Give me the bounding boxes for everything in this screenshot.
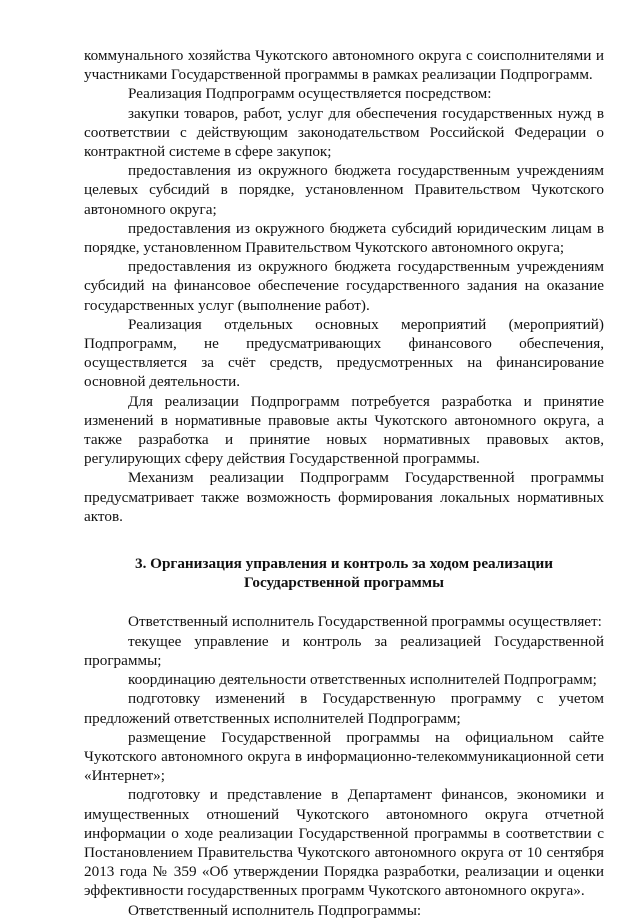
paragraph: Ответственный исполнитель Подпрограммы: (128, 901, 422, 919)
section-gap (84, 592, 604, 612)
paragraph: Реализация Подпрограмм осуществляется посредством: (128, 85, 492, 103)
paragraph: текущее управление и контроль за реализацией Государственной программы; (84, 632, 604, 669)
paragraph: коммунального хозяйства Чукотского автономного округа с соисполнителями и участниками Государственной программы в рамках реализации Подпрограмм. (84, 47, 604, 84)
paragraph: размещение Государственной программы на официальном сайте Чукотского автономного округа в информационно-телекоммуникационной сети «Интернет»; (84, 728, 604, 785)
paragraph: закупки товаров, работ, услуг для обеспечения государственных нужд в соответствии с действующим законодательством Российской Федерации о контрактной системе в сфере закупок; (84, 104, 604, 161)
paragraph: подготовку и представление в Департамент финансов, экономики и имущественных отношений Чукотского автономного округа отчетной информации о ходе реализации Государственной программы в соответствии с Постановлением Правительства Чукотского автономного округа от 10 сентября 2013 года № 359 «Об утверждении Порядка разработки, реализации и оценки эффективности государственных программ Чукотского автономного округа». (84, 786, 604, 900)
paragraph: предоставления из окружного бюджета субсидий юридическим лицам в порядке, установленном Правительством Чукотского автономного округа; (84, 219, 604, 257)
paragraph: Реализация отдельных основных мероприятий (мероприятий) Подпрограмм, не предусматривающих финансового обеспечения, осуществляется за счёт средств, предусмотренных на финансирование основной деятельности. (84, 315, 604, 391)
document-page (84, 46, 604, 920)
paragraph: Механизм реализации Подпрограмм Государственной программы предусматривает также возможность формирования локальных нормативных актов. (84, 469, 604, 525)
paragraph: подготовку изменений в Государственную программу с учетом предложений ответственных исполнителей Подпрограмм; (84, 690, 604, 727)
paragraph: координацию деятельности ответственных исполнителей Подпрограмм; (128, 671, 597, 689)
paragraph: предоставления из окружного бюджета государственным учреждениям целевых субсидий в порядке, установленном Правительством Чукотского автономного округа; (84, 162, 604, 218)
paragraph: Ответственный исполнитель Государственной программы осуществляет: (128, 613, 602, 631)
paragraph: Для реализации Подпрограмм потребуется разработка и принятие изменений в нормативные правовые акты Чукотского автономного округа, а также разработка и принятие новых нормативных правовых актов, регулирующих сферу действия Государственной программы. (84, 392, 604, 468)
paragraph: предоставления из окружного бюджета государственным учреждениям субсидий на финансовое обеспечение государственного задания на оказание государственных услуг (выполнение работ). (84, 258, 604, 314)
section-heading: 3. Организация управления и контроль за ходом реализации Государственной программы (134, 555, 554, 592)
